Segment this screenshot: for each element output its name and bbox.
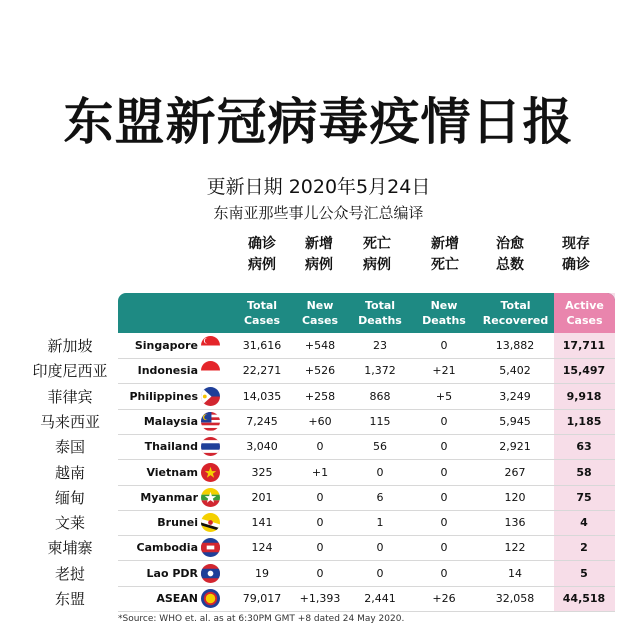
total-cases-cell: 31,616	[242, 339, 282, 352]
update-date: 更新日期 2020年5月24日	[206, 176, 431, 198]
laos-flag-icon	[201, 564, 220, 583]
thailand-flag-icon	[201, 437, 220, 456]
total-recovered-cell: 2,921	[499, 440, 531, 454]
table-header	[118, 293, 615, 333]
total-recovered-cell: 5,402	[499, 364, 531, 378]
active-cases-cell: 58	[576, 465, 592, 479]
table-row	[118, 384, 615, 410]
cn-country-label: 新加坡	[47, 337, 93, 355]
table-row	[118, 409, 615, 435]
new-deaths-cell: 0	[440, 440, 448, 454]
total-deaths-cell: 0	[376, 465, 384, 479]
table-row	[118, 535, 615, 561]
new-deaths-cell: 0	[440, 541, 448, 555]
table-row	[118, 358, 615, 384]
active-cases-cell: 63	[576, 440, 592, 454]
active-cases-cell: 5	[580, 566, 588, 580]
new-cases-cell: +1	[311, 465, 329, 479]
total-recovered-cell: 120	[504, 490, 526, 504]
total-deaths-cell: 868	[369, 389, 391, 403]
country-name: Singapore	[134, 339, 198, 352]
header-total-cases: Total Cases	[243, 299, 281, 327]
total-cases-cell: 22,271	[242, 364, 282, 378]
total-recovered-cell: 32,058	[495, 592, 535, 605]
new-deaths-cell: +21	[432, 364, 456, 378]
new-deaths-cell: 0	[440, 566, 448, 580]
total-cases-cell: 124	[251, 541, 273, 555]
new-cases-cell: 0	[316, 490, 324, 504]
new-cases-cell: 0	[316, 541, 324, 555]
country-name: Myanmar	[140, 490, 198, 504]
country-name: Vietnam	[146, 465, 198, 479]
new-deaths-cell: 0	[440, 339, 448, 352]
header-total-deaths: Total Deaths	[358, 299, 402, 327]
cn-header-new-deaths: 新增 死亡	[431, 236, 459, 273]
source-credit: 东南亚那些事儿公众号汇总编译	[213, 204, 424, 222]
page-title: 东盟新冠病毒疫情日报	[63, 92, 574, 151]
new-cases-cell: 0	[316, 566, 324, 580]
new-cases-cell: 0	[316, 516, 324, 530]
header-active-cases: Active Cases	[554, 293, 615, 333]
new-cases-cell: +258	[304, 389, 336, 403]
table-row	[118, 510, 615, 536]
brunei-flag-icon	[201, 513, 220, 532]
header-new-deaths: New Deaths	[422, 299, 466, 327]
total-cases-cell: 201	[251, 490, 273, 504]
active-cases-cell: 75	[576, 490, 592, 504]
total-deaths-cell: 115	[369, 414, 391, 428]
malaysia-flag-icon	[201, 412, 220, 431]
total-deaths-cell: 1	[376, 516, 384, 530]
total-recovered-cell: 122	[504, 541, 526, 555]
new-cases-cell: +526	[304, 364, 336, 378]
total-cases-cell: 141	[251, 516, 273, 530]
new-deaths-cell: +26	[432, 592, 456, 605]
cn-country-label: 缅甸	[54, 488, 85, 507]
cn-country-label: 老挝	[54, 564, 85, 583]
total-deaths-cell: 2,441	[364, 592, 396, 605]
new-cases-cell: +548	[304, 339, 336, 352]
cn-country-label: 印度尼西亚	[32, 362, 108, 381]
cn-header-new-cases: 新增 病例	[305, 236, 333, 273]
cn-header-total-cases: 确诊 病例	[248, 236, 276, 273]
country-name: Philippines	[129, 389, 198, 403]
total-cases-cell: 79,017	[242, 592, 282, 605]
active-cases-cell: 44,518	[562, 592, 606, 605]
active-cases-cell: 1,185	[566, 414, 602, 428]
total-recovered-cell: 5,945	[499, 414, 531, 428]
table-row	[118, 434, 615, 460]
active-cases-cell: 15,497	[562, 364, 606, 378]
country-name: Cambodia	[136, 541, 198, 555]
table-row	[118, 485, 615, 511]
philippines-flag-icon	[201, 387, 220, 406]
total-deaths-cell: 1,372	[364, 364, 396, 378]
country-name: Malaysia	[143, 414, 198, 428]
active-cases-cell: 2	[580, 541, 588, 555]
cambodia-flag-icon	[201, 538, 220, 557]
total-deaths-cell: 6	[376, 490, 384, 504]
cn-header-recovered: 治愈 总数	[496, 236, 524, 273]
total-recovered-cell: 13,882	[495, 339, 535, 352]
new-cases-cell: +60	[308, 414, 332, 428]
total-cases-cell: 19	[255, 566, 269, 580]
total-cases-cell: 325	[251, 465, 273, 479]
total-recovered-cell: 14	[508, 566, 522, 580]
total-cases-cell: 14,035	[242, 389, 282, 403]
table-row	[118, 333, 615, 359]
cn-country-label: 泰国	[54, 438, 85, 457]
new-deaths-cell: +5	[435, 389, 453, 403]
header-new-cases: New Cases	[301, 299, 339, 327]
cn-country-label: 菲律宾	[47, 387, 93, 406]
cn-header-active: 现存 确诊	[562, 236, 590, 273]
total-cases-cell: 3,040	[246, 440, 278, 454]
country-name: ASEAN	[156, 592, 198, 605]
cn-country-label: 柬埔寨	[47, 539, 93, 558]
cn-country-label: 马来西亚	[39, 412, 100, 431]
indonesia-flag-icon	[201, 361, 220, 380]
cn-country-label: 文莱	[54, 514, 85, 533]
active-cases-cell: 9,918	[566, 389, 602, 403]
country-name: Lao PDR	[146, 566, 198, 580]
new-deaths-cell: 0	[440, 516, 448, 530]
total-recovered-cell: 267	[504, 465, 526, 479]
country-name: Indonesia	[137, 364, 198, 378]
new-deaths-cell: 0	[440, 490, 448, 504]
table-row	[118, 460, 615, 486]
active-cases-cell: 17,711	[562, 339, 606, 352]
table-row-total	[118, 586, 615, 612]
country-name: Brunei	[157, 516, 198, 530]
country-name: Thailand	[144, 440, 198, 454]
myanmar-flag-icon	[201, 488, 220, 507]
cn-header-total-deaths: 死亡 病例	[363, 236, 391, 273]
singapore-flag-icon	[201, 336, 220, 355]
new-deaths-cell: 0	[440, 414, 448, 428]
new-deaths-cell: 0	[440, 465, 448, 479]
source-note: *Source: WHO et. al. as at 6:30PM GMT +8 dated 24 May 2020.	[118, 614, 405, 624]
table-row	[118, 561, 615, 587]
total-recovered-cell: 3,249	[499, 389, 531, 403]
total-deaths-cell: 0	[376, 541, 384, 555]
cn-country-label: 越南	[54, 463, 85, 482]
total-deaths-cell: 56	[373, 440, 387, 454]
total-cases-cell: 7,245	[246, 414, 278, 428]
vietnam-flag-icon	[201, 463, 220, 482]
header-total-recovered: Total Recovered	[482, 299, 549, 327]
asean-flag-icon	[201, 589, 220, 608]
cn-country-label: 东盟	[54, 590, 85, 608]
total-deaths-cell: 23	[373, 339, 387, 352]
active-cases-cell: 4	[580, 516, 588, 530]
new-cases-cell: 0	[316, 440, 324, 454]
new-cases-cell: +1,393	[299, 592, 341, 605]
total-recovered-cell: 136	[504, 516, 526, 530]
asean-covid-table	[118, 293, 615, 611]
total-deaths-cell: 0	[376, 566, 384, 580]
